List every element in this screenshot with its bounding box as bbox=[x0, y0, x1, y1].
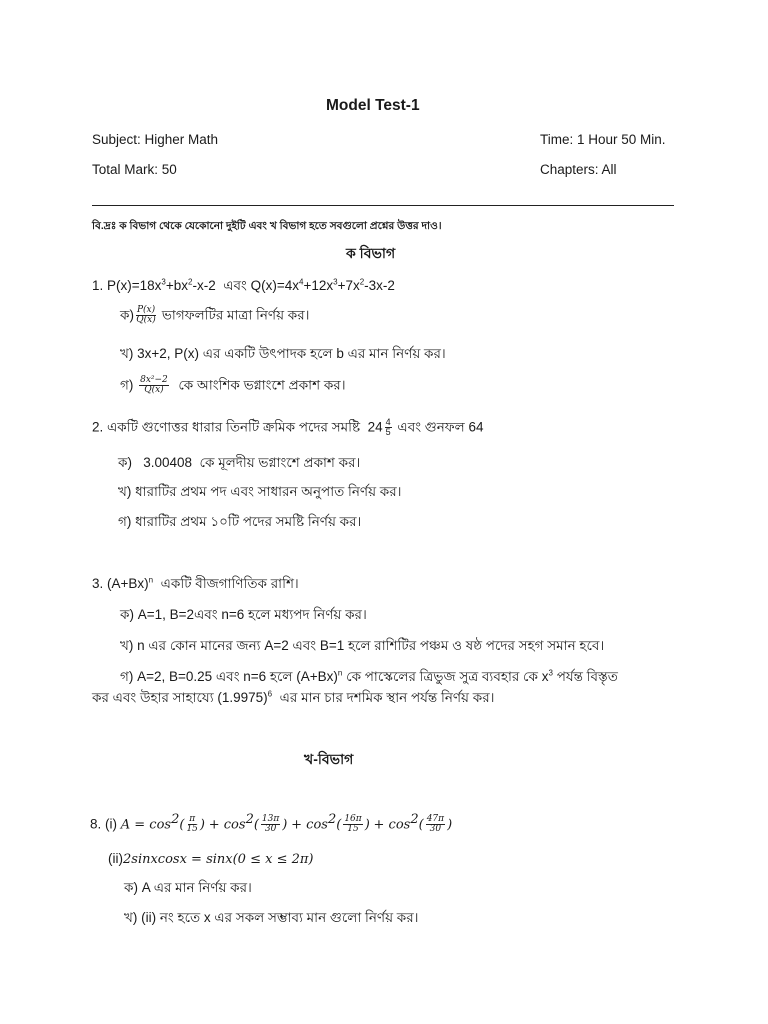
q3-part-a: ক) A=1, B=2এবং n=6 হলে মধ্যপদ নির্ণয় কর। bbox=[120, 607, 367, 622]
q3-part-c-line1: গ) A=2, B=0.25 এবং n=6 হলে $(A+Bx)^n$ কে পাস্কেলের ত্রিভুজ সুত্র ব্যবহার কে $x^3$ পর্যন্ত বিস্তৃত bbox=[120, 668, 618, 684]
q2-part-c: গ) ধারাটির প্রথম ১০টি পদের সমষ্টি নির্ণয় কর। bbox=[118, 514, 362, 529]
q1-part-a: ক) $\frac{P(x)}{Q(x)}$ ভাগফলটির মাত্রা নির্ণয় কর। bbox=[120, 305, 310, 326]
q3-part-b: খ) n এর কোন মানের জন্য A=2 এবং B=1 হলে রাশিটির পঞ্চম ও ষষ্ঠ পদের সহগ সমান হবে। bbox=[120, 638, 605, 653]
subject-label: Subject: Higher Math bbox=[92, 132, 219, 147]
q2-mixed-fraction: $\frac{4}{5}$ bbox=[385, 417, 391, 438]
q2-part-a: ক) 3.00408 কে মূলদীয় ভগ্নাংশে প্রকাশ কর। bbox=[118, 455, 361, 470]
chapters-label: Chapters: All bbox=[540, 162, 617, 177]
q1-stem: 1. $P(x)=18x^3+bx^2-x-2$ এবং $Q(x)=4x^4+12x^3+7x^2-3x-2$ bbox=[92, 277, 395, 293]
q2-part-b: খ) ধারাটির প্রথম পদ এবং সাধারন অনুপাত নির্ণয় কর। bbox=[118, 484, 402, 499]
q1-part-c: গ) $\frac{\text{8x²−2}}{Q(x)}$ কে আংশিক ভগ্নাংশে প্রকাশ কর। bbox=[120, 375, 346, 396]
q3-stem: 3. $(A+Bx)^n$ একটি বীজগাণিতিক রাশি। bbox=[92, 575, 299, 591]
section-kha-heading: খ-বিভাগ bbox=[304, 751, 354, 767]
q1-part-b: খ) 3x+2, P(x) এর একটি উৎপাদক হলে b এর মান নির্ণয় কর। bbox=[120, 346, 446, 361]
q1-a-fraction: $\frac{P(x)}{Q(x)}$ bbox=[136, 305, 156, 326]
q4-part-a: ক) A এর মান নির্ণয় কর। bbox=[124, 880, 252, 895]
instruction-note: বি.দ্রঃ ক বিভাগ থেকে যেকোনো দুইটি এবং খ বিভাগ হতে সবগুলো প্রশ্নের উত্তর দাও। bbox=[92, 220, 442, 232]
q1-c-fraction: $\frac{\text{8x²−2}}{Q(x)}$ bbox=[140, 375, 168, 396]
section-ka-heading: ক বিভাগ bbox=[346, 245, 396, 261]
q4-part-i: 8. (i) $A = \cos^2$( $\frac{\pi}{15}$ ) + $\cos^2$( $\frac{13\pi}{30}$ ) + $\cos^2$( $\frac{16\pi}{15}$ ) + $\cos^2$( $\frac{47\pi}{30}$ ) bbox=[90, 812, 453, 835]
q4-part-ii: (ii)2sinxcosx = sinx(0 ≤ x ≤ 2π) bbox=[108, 851, 314, 867]
q2-stem: 2. একটি গুণোত্তর ধারার তিনটি ক্রমিক পদের সমষ্টি 24 $\frac{4}{5}$ এবং গুনফল 64 bbox=[92, 417, 484, 438]
q4-part-b: খ) (ii) নং হতে x এর সকল সম্ভাব্য মান গুলো নির্ণয় কর। bbox=[124, 910, 419, 925]
page-title: Model Test-1 bbox=[326, 97, 420, 114]
header-divider bbox=[92, 205, 674, 206]
q2-recurring-decimal: 3.00408 bbox=[143, 455, 193, 470]
time-label: Time: 1 Hour 50 Min. bbox=[540, 132, 666, 147]
q3-part-c-line2: কর এবং উহার সাহায্যে $(1.9975)^6$ এর মান চার দশমিক স্থান পর্যন্ত নির্ণয় কর। bbox=[92, 689, 495, 705]
total-mark-label: Total Mark: 50 bbox=[92, 162, 177, 177]
